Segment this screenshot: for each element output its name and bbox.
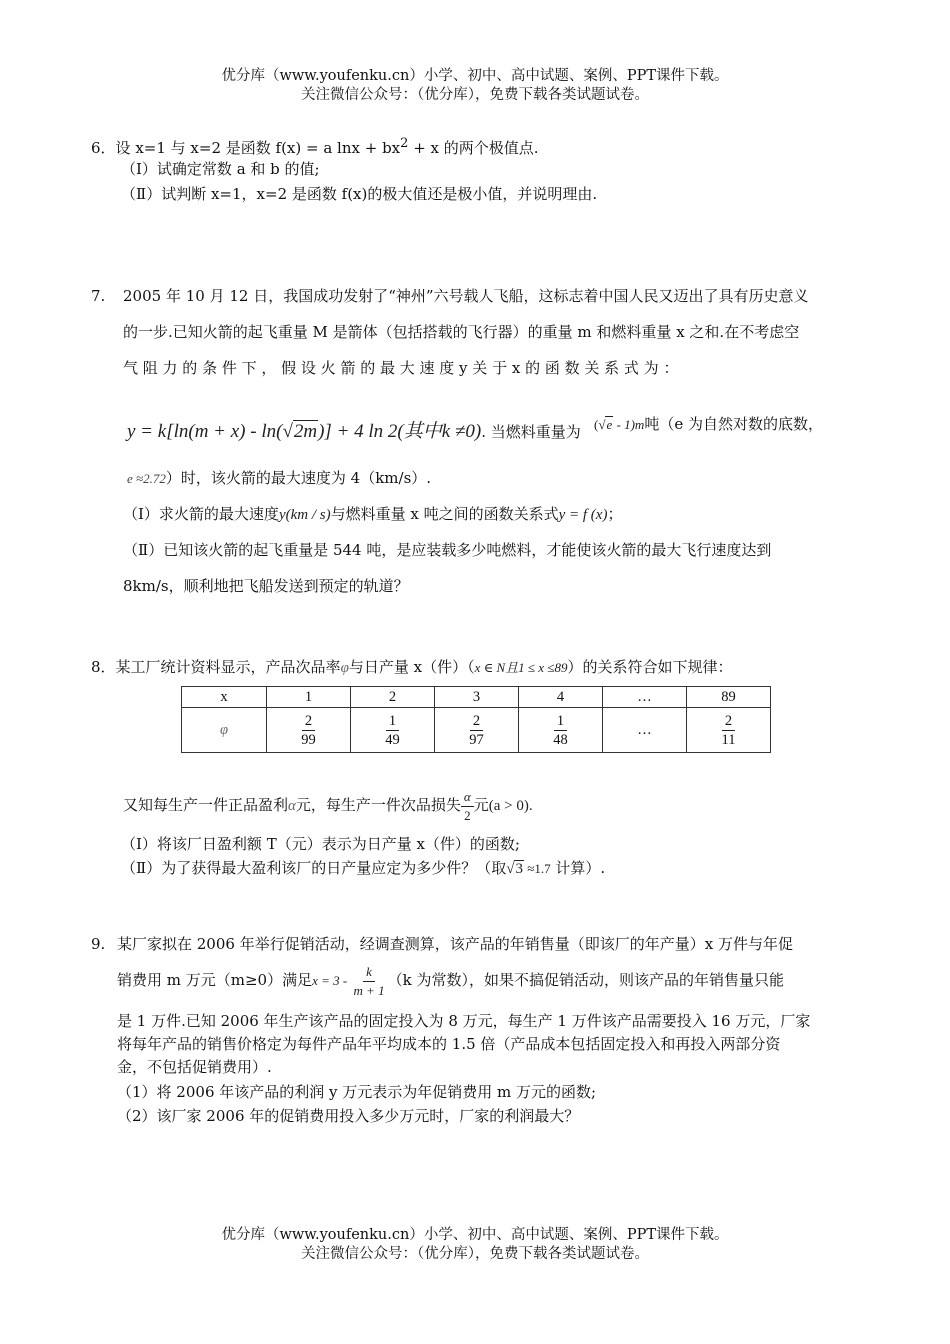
q8-stem-c: ）的关系符合如下规律：	[567, 658, 733, 676]
header-line-1: 优分库（www.youfenku.cn）小学、初中、高中试题、案例、PPT课件下载。	[221, 68, 729, 84]
q8-number: 8．	[91, 658, 116, 676]
q9-fraction	[350, 963, 387, 1000]
q8-table-phi-4	[519, 708, 603, 753]
q8-table-x-2: 2	[351, 687, 435, 708]
q6-stem-a: 设 x=1 与 x=2 是函数 f(x) = a lnx + bx	[115, 139, 401, 157]
fraction-numerator: 2	[470, 712, 483, 731]
q7-line-5	[127, 467, 431, 490]
fraction-denominator: 48	[553, 731, 568, 748]
q8-alpha: α	[288, 798, 296, 814]
q7-part-1-c: ；	[607, 505, 623, 523]
q7-e-value: e ≈2.72	[127, 471, 166, 486]
q7-line-3: 气 阻 力 的 条 件 下 ， 假 设 火 箭 的 最 大 速 度 y 关 于 x 的 函 数 关 系 式 为 ：	[123, 359, 679, 377]
fraction-denominator: 99	[301, 731, 316, 748]
q7-after-formula: . 当燃料重量为	[481, 423, 581, 441]
q7-fuel-rest: - 1)m	[613, 417, 645, 432]
q6-stem	[91, 133, 539, 159]
q8-table-phi-2	[351, 708, 435, 753]
q7-part-1-b: 与燃料重量 x 吨之间的函数关系式	[330, 505, 559, 523]
q9-line-2-eq: x = 3 -	[312, 973, 351, 988]
q7-fuel-line	[594, 409, 823, 440]
q7-formula-sqrt: √2m	[282, 421, 318, 442]
q8-part-2-sqrt-body: 3	[515, 861, 523, 877]
fraction-numerator: 1	[554, 712, 567, 731]
q7-fuel-sqrt-body: e	[606, 417, 613, 432]
q8-part-2-approx: ≈1.7	[523, 861, 551, 876]
q8-part-1: （Ⅰ）将该厂日盈利额 T（元）表示为日产量 x（件）的函数;	[121, 835, 520, 853]
q8-note-a: 又知每生产一件正品盈利	[123, 796, 289, 814]
fraction-denominator: 2	[464, 807, 471, 823]
q7-after-fuel: 吨（e 为自然对数的底数，	[644, 415, 823, 433]
q9-part-2: （2）该厂家 2006 年的促销费用投入多少万元时，厂家的利润最大？	[117, 1107, 580, 1125]
q8-stem-a: 某工厂统计资料显示，产品次品率	[115, 658, 341, 676]
q8-table-x-89: 89	[687, 687, 771, 708]
q9-line-1: 某厂家拟在 2006 年举行促销活动，经调查测算，该产品的年销售量（即该厂的年产量）x 万件与年促	[117, 935, 793, 953]
q8-part-2-a: （Ⅱ）为了获得最大盈利该厂的日产量应定为多少件？（取	[121, 859, 507, 877]
q8-loss-fraction	[461, 788, 474, 825]
q8-stem	[91, 656, 732, 679]
q8-table-x-4: 4	[519, 687, 603, 708]
table-row	[182, 687, 771, 708]
header-line-2: 关注微信公众号：（优分库），免费下载各类试题试卷。	[301, 87, 649, 103]
q7-line-2: 的一步.已知火箭的起飞重量 M 是箭体（包括搭载的飞行器）的重量 m 和燃料重量 x 之和.在不考虑空	[123, 323, 800, 341]
q6-number: 6．	[91, 139, 116, 157]
q7-part-1-a: （Ⅰ）求火箭的最大速度	[123, 505, 279, 523]
q8-table-phi-label: φ	[182, 708, 267, 753]
q8-note-b: 元，每生产一件次品损失	[295, 796, 461, 814]
q7-part-1-m2: y = f (x)	[558, 507, 608, 523]
q7-part-2-a: （Ⅱ）已知该火箭的起飞重量是 544 吨，是应装载多少吨燃料，才能使该火箭的最大飞行速度达到	[123, 541, 772, 559]
q8-stem-b: 与日产量 x（件）（	[348, 658, 475, 676]
fraction-numerator: 2	[302, 712, 315, 731]
fraction-numerator: k	[363, 963, 375, 982]
q6-stem-sup: 2	[400, 136, 409, 151]
q8-table-phi-ellipsis: …	[603, 708, 687, 753]
q8-part-2-b: 计算）.	[550, 859, 606, 877]
fraction-denominator: m + 1	[353, 982, 385, 998]
q8-table-x-3: 3	[435, 687, 519, 708]
q7-formula-sqrt-body: 2m	[293, 421, 318, 442]
q7-part-1	[123, 503, 622, 526]
footer-line-1: 优分库（www.youfenku.cn）小学、初中、高中试题、案例、PPT课件下载。	[221, 1227, 729, 1243]
table-row	[182, 708, 771, 753]
q9-part-1: （1）将 2006 年该产品的利润 y 万元表示为年促销费用 m 万元的函数;	[117, 1083, 597, 1101]
fraction-denominator: 97	[469, 731, 484, 748]
fraction-denominator: 11	[721, 731, 736, 748]
q9-line-3: 是 1 万件.已知 2006 年生产该产品的固定投入为 8 万元，每生产 1 万件该产品需要投入 16 万元，厂家	[117, 1012, 811, 1030]
q7-formula-b: )] + 4 ln 2(其中k ≠0)	[318, 421, 482, 442]
fraction-denominator: 49	[385, 731, 400, 748]
q7-formula-a: y = k[ln(m + x) - ln(	[127, 421, 283, 442]
q8-phi: φ	[340, 660, 349, 676]
fraction-numerator: 1	[386, 712, 399, 731]
q9-line-4: 将每年产品的销售价格定为每件产品年平均成本的 1.5 倍（产品成本包括固定投入和再投入两部分资	[117, 1035, 781, 1053]
q9-line-5: 金，不包括促销费用）.	[117, 1058, 272, 1076]
q9-number: 9.	[91, 935, 106, 953]
fraction-numerator: 2	[722, 712, 735, 731]
q9-line-2-a: 销费用 m 万元（m≥0）满足	[117, 971, 313, 989]
q8-table-phi-3	[435, 708, 519, 753]
q8-table-phi-1	[267, 708, 351, 753]
q7-line-5-text: ）时，该火箭的最大速度为 4（km/s）.	[165, 469, 432, 487]
q8-table	[181, 686, 771, 753]
q7-part-2-b: 8km/s，顺利地把飞船发送到预定的轨道？	[123, 577, 409, 595]
footer-line-2: 关注微信公众号：（优分库），免费下载各类试题试卷。	[301, 1246, 649, 1262]
q8-domain: x ∈ N且1 ≤ x ≤89	[474, 660, 568, 675]
q9-line-2-b: （k 为常数），如果不搞促销活动，则该产品的年销售量只能	[387, 971, 785, 989]
q8-table-x-ellipsis: …	[603, 687, 687, 708]
q7-fuel-open: (	[594, 417, 599, 432]
q7-number: 7.	[91, 287, 106, 305]
q8-note	[123, 785, 533, 826]
q6-stem-b: + x 的两个极值点.	[408, 139, 539, 157]
q8-note-d: (a > 0).	[488, 798, 533, 814]
q8-table-phi-89	[687, 708, 771, 753]
q8-table-x-1: 1	[267, 687, 351, 708]
q8-note-c: 元	[473, 796, 489, 814]
q8-part-2	[121, 857, 605, 880]
fraction-numerator: α	[461, 788, 474, 807]
q6-part-2: （Ⅱ）试判断 x=1，x=2 是函数 f(x)的极大值还是极小值，并说明理由.	[121, 185, 598, 203]
q6-part-1: （Ⅰ）试确定常数 a 和 b 的值;	[121, 160, 320, 178]
q7-part-1-m1: y(km / s)	[278, 507, 331, 523]
q8-table-x-label: x	[182, 687, 267, 708]
q9-line-2	[117, 960, 784, 1001]
q7-line-1: 2005 年 10 月 12 日，我国成功发射了“神州”六号载人飞船，这标志着中国人民又迈出了具有历史意义	[123, 287, 809, 305]
q7-fuel-sqrt: √e	[598, 417, 613, 432]
q8-part-2-sqrt: √3	[506, 861, 523, 877]
q7-formula-line	[127, 417, 581, 447]
